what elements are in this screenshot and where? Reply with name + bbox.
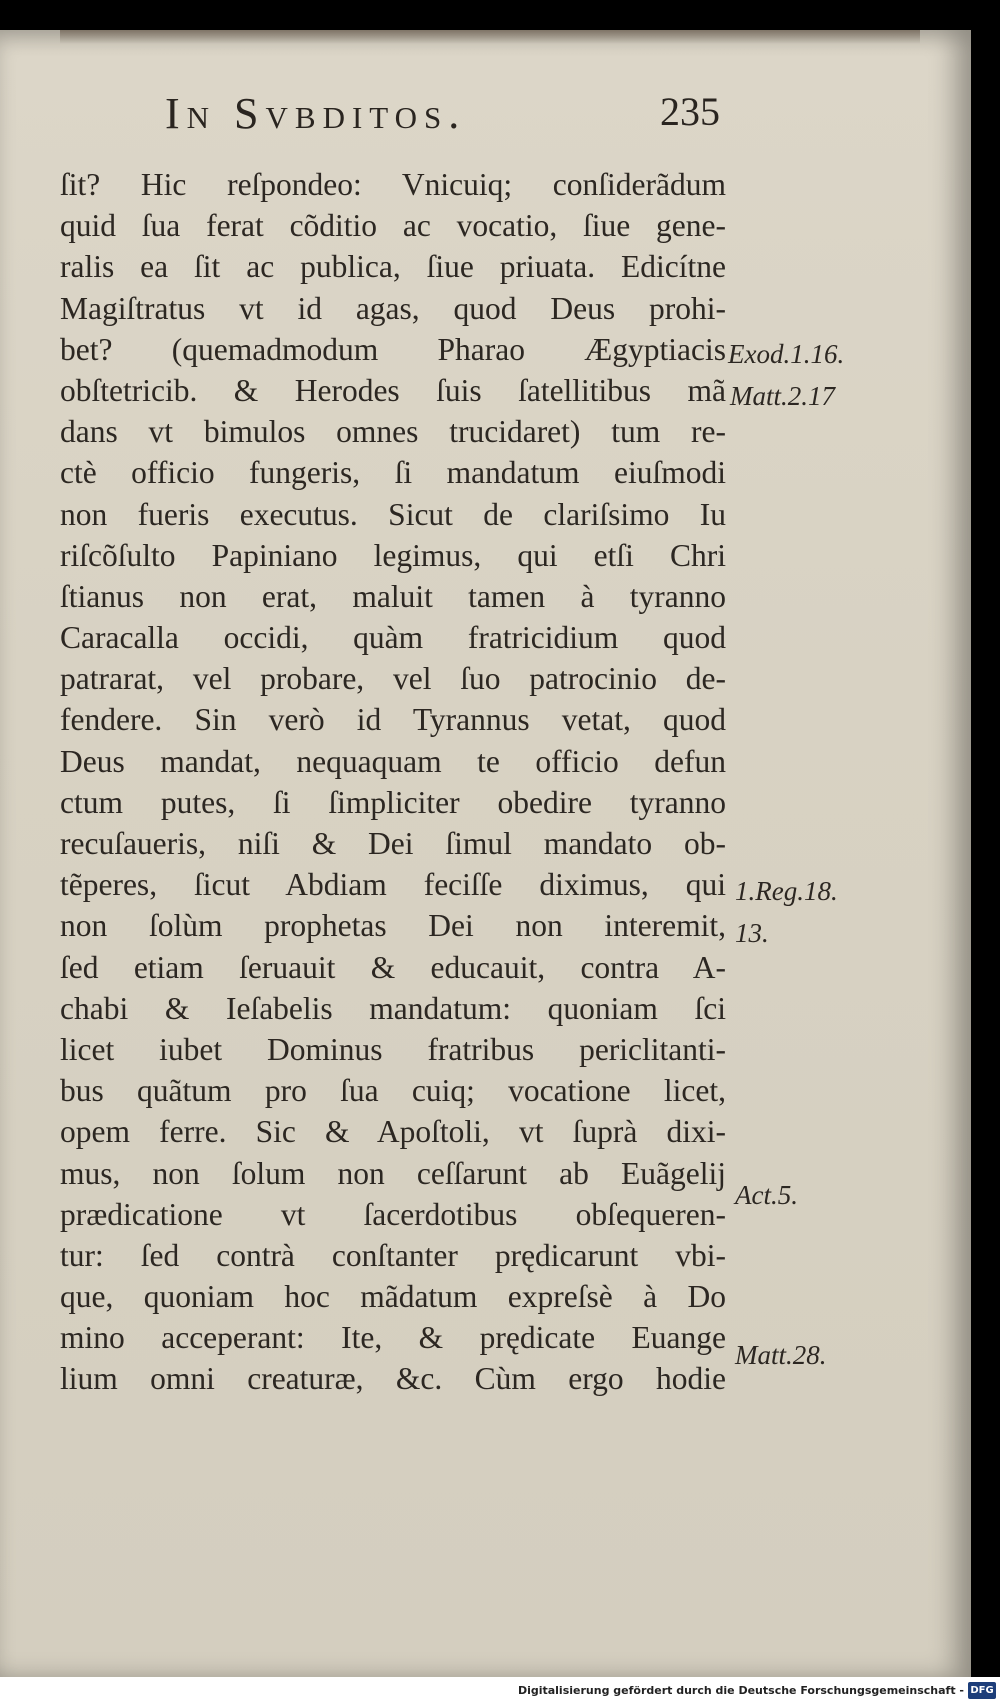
text-line: ctè officio fungeris, ſi mandatum eiuſmodi (60, 455, 726, 491)
text-line: mus, non ſolum non ceſſarunt ab Euãgelij (60, 1155, 726, 1191)
text-line: ctum putes, ſi ſimpliciter obedire tyranno (60, 784, 726, 820)
marginal-note-acts: Act.5. (735, 1180, 798, 1210)
text-line: tur: ſed contrà conſtanter prędicarunt vbi- (60, 1237, 726, 1273)
page-number: 235 (660, 89, 720, 134)
funding-notice: Digitalisierung gefördert durch die Deutsche Forschungsgemeinschaft - (517, 1684, 964, 1697)
text-line: obſtetricib. & Herodes ſuis ſatellitibus mã (60, 372, 726, 408)
text-line: non ſolùm prophetas Dei non interemit, (60, 908, 726, 944)
marginal-note-matthew-28: Matt.28. (735, 1340, 827, 1370)
text-line: bus quãtum pro ſua cuiq; vocatione licet, (60, 1073, 726, 1109)
text-line: que, quoniam hoc mãdatum expreſsè à Do (60, 1279, 726, 1315)
marginal-note-verse: 13. (735, 918, 769, 948)
running-head (165, 88, 720, 152)
text-line: recuſaueris, niſi & Dei ſimul mandato ob- (60, 826, 726, 861)
text-line: dans vt bimulos omnes trucidaret) tum re- (60, 414, 726, 450)
text-line: Deus mandat, nequaquam te officio defun (60, 743, 726, 779)
text-line: Caracalla occidi, quàm fratricidium quod (60, 620, 726, 656)
text-line: Magiſtratus vt id agas, quod Deus prohi- (60, 290, 726, 326)
marginal-note-matthew-2: Matt.2.17 (730, 381, 835, 411)
text-line: opem ferre. Sic & Apoſtoli, vt ſuprà dixi- (60, 1114, 726, 1150)
text-line: ralis ea ſit ac publica, ſiue priuata. Edicítne (60, 249, 726, 285)
text-line: fendere. Sin verò id Tyrannus vetat, quod (60, 702, 726, 738)
text-line: bet? (quemadmodum Pharao Ægyptiacis (60, 331, 726, 367)
text-line: ſtianus non erat, maluit tamen à tyranno (60, 578, 726, 614)
marginal-note-kings: 1.Reg.18. (735, 876, 838, 906)
text-line: ſed etiam ſeruauit & educauit, contra A- (60, 949, 726, 985)
text-line: ſit? Hic reſpondeo: Vnicuiq; conſiderãdum (60, 167, 726, 202)
body-text (60, 164, 726, 1400)
text-line: lium omni creaturæ, &c. Cùm ergo hodie (60, 1361, 726, 1397)
text-line: tẽperes, ſicut Abdiam feciſſe diximus, qui (60, 867, 726, 903)
text-line: riſcõſulto Papiniano legimus, qui etſi Chri (60, 537, 726, 573)
text-line: chabi & Ieſabelis mandatum: quoniam ſci (60, 990, 726, 1026)
running-head-title: In Svbditos. (165, 89, 467, 138)
marginal-note-exodus: Exod.1.16. (728, 339, 845, 369)
footer-bar (0, 1677, 1000, 1707)
text-line: prædicatione vt ſacerdotibus obſequeren- (60, 1196, 726, 1232)
text-line: mino acceperant: Ite, & prędicate Euange (60, 1320, 726, 1356)
page-top-edge (60, 30, 920, 44)
text-line: quid ſua ferat cõditio ac vocatio, ſiue gene- (60, 208, 726, 244)
text-line: non fueris executus. Sicut de clariſsimo Iu (60, 496, 726, 532)
text-line: patrarat, vel probare, vel ſuo patrocinio de- (60, 661, 726, 697)
dfg-logo: DFG (968, 1682, 996, 1699)
text-line: licet iubet Dominus fratribus periclitanti- (60, 1031, 726, 1067)
